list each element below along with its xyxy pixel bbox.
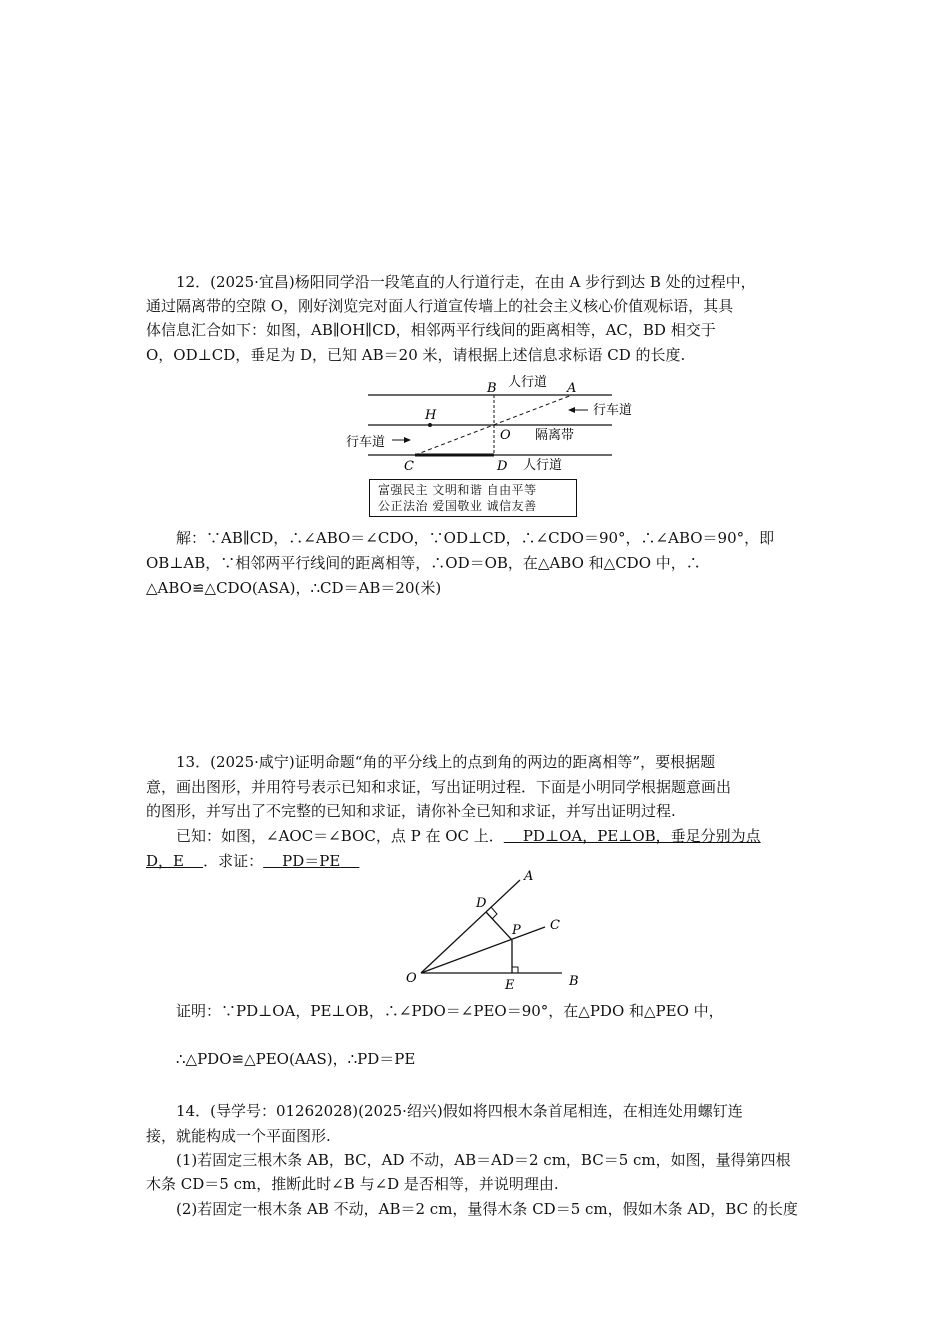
label-e: E xyxy=(505,978,515,993)
label-b: B xyxy=(569,974,579,989)
prove-blank-text: PD＝PE xyxy=(282,852,341,870)
given-blank-1-text: PD⊥OA，PE⊥OB，垂足分别为点 xyxy=(522,827,761,845)
ray-oc xyxy=(421,927,545,973)
label-p: P xyxy=(512,923,521,938)
q12-line-1: 12．(2025·宜昌)杨阳同学沿一段笔直的人行道行走，在由 A 步行到达 B 处的过程中， xyxy=(176,273,756,291)
q12-solution-line-3: △ABO≌△CDO(ASA)，∴CD＝AB＝20(米) xyxy=(146,579,442,597)
prove-prefix: ．求证： xyxy=(203,852,264,870)
q12-solution-line-1: 解：∵AB∥CD，∴∠ABO＝∠CDO，∵OD⊥CD，∴∠CDO＝90°，∴∠ABO＝90°，即 xyxy=(176,529,775,547)
q14-part1-line-2: 木条 CD＝5 cm，推断此时∠B 与∠D 是否相等，并说明理由. xyxy=(146,1175,559,1193)
label-o: O xyxy=(500,428,511,443)
label-c: C xyxy=(404,459,414,474)
ray-oa xyxy=(421,880,520,973)
label-median: 隔离带 xyxy=(535,428,575,443)
label-d: D xyxy=(497,459,508,474)
q12-line-3: 体信息汇合如下：如图，AB∥OH∥CD，相邻两平行线间的距离相等，AC，BD 相交于 xyxy=(146,321,716,339)
right-angle-d xyxy=(491,907,497,919)
q14-line-2: 接，就能构成一个平面图形. xyxy=(146,1127,331,1145)
label-sidewalk-bottom: 人行道 xyxy=(523,458,563,473)
q13-line-1: 13．(2025·咸宁)证明命题“角的平分线上的点到角的两边的距离相等”，要根据题 xyxy=(176,753,716,771)
q13-line-2: 意，画出图形，并用符号表示已知和求证，写出证明过程．下面是小明同学根据题意画出 xyxy=(146,778,732,796)
label-a: A xyxy=(524,869,534,884)
label-road-right: 行车道 xyxy=(593,403,633,418)
q13-proof-line-1: 证明：∵PD⊥OA，PE⊥OB，∴∠PDO＝∠PEO＝90°，在△PDO 和△PEO 中， xyxy=(176,1002,724,1020)
label-b: B xyxy=(487,381,497,396)
label-a: A xyxy=(567,381,577,396)
q12-line-4: O，OD⊥CD，垂足为 D，已知 AB＝20 米，请根据上述信息求标语 CD 的长度. xyxy=(146,346,686,364)
q14-part1-line-1: (1)若固定三根木条 AB，BC，AD 不动，AB＝AD＝2 cm，BC＝5 cm，如图，量得第四根 xyxy=(176,1151,791,1169)
label-o: O xyxy=(406,971,417,986)
q12-line-2: 通过隔离带的空隙 O，刚好浏览完对面人行道宣传墙上的社会主义核心价值观标语，其具 xyxy=(146,297,734,315)
segment-pd xyxy=(486,912,512,940)
slogan-row-1: 富强民主 文明和谐 自由平等 xyxy=(378,483,537,497)
label-sidewalk-top: 人行道 xyxy=(508,375,548,390)
q13-line-3: 的图形，并写出了不完整的已知和求证，请你补全已知和求证，并写出证明过程. xyxy=(146,802,676,820)
given-blank-2-text: D，E xyxy=(146,852,184,870)
right-angle-e xyxy=(512,967,518,973)
q14-line-1: 14．(导学号：01262028)(2025·绍兴)假如将四根木条首尾相连，在相连处用螺钉连 xyxy=(176,1102,743,1120)
label-road-left: 行车道 xyxy=(346,435,386,450)
q14-part2-line: (2)若固定一根木条 AB 不动，AB＝2 cm，量得木条 CD＝5 cm，假如木条 AD，BC 的长度 xyxy=(176,1200,798,1218)
q12-solution-line-2: OB⊥AB，∵相邻两平行线间的距离相等，∴OD＝OB，在△ABO 和△CDO 中，∴ xyxy=(146,554,701,572)
slogan-row-2: 公正法治 爱国敬业 诚信友善 xyxy=(378,499,537,513)
label-c: C xyxy=(550,918,560,933)
q13-proof-line-2: ∴△PDO≌△PEO(AAS)，∴PD＝PE xyxy=(176,1050,416,1068)
label-d: D xyxy=(476,896,487,911)
given-prefix: 已知：如图，∠AOC＝∠BOC，点 P 在 OC 上． xyxy=(176,827,504,845)
label-h: H xyxy=(425,408,437,423)
